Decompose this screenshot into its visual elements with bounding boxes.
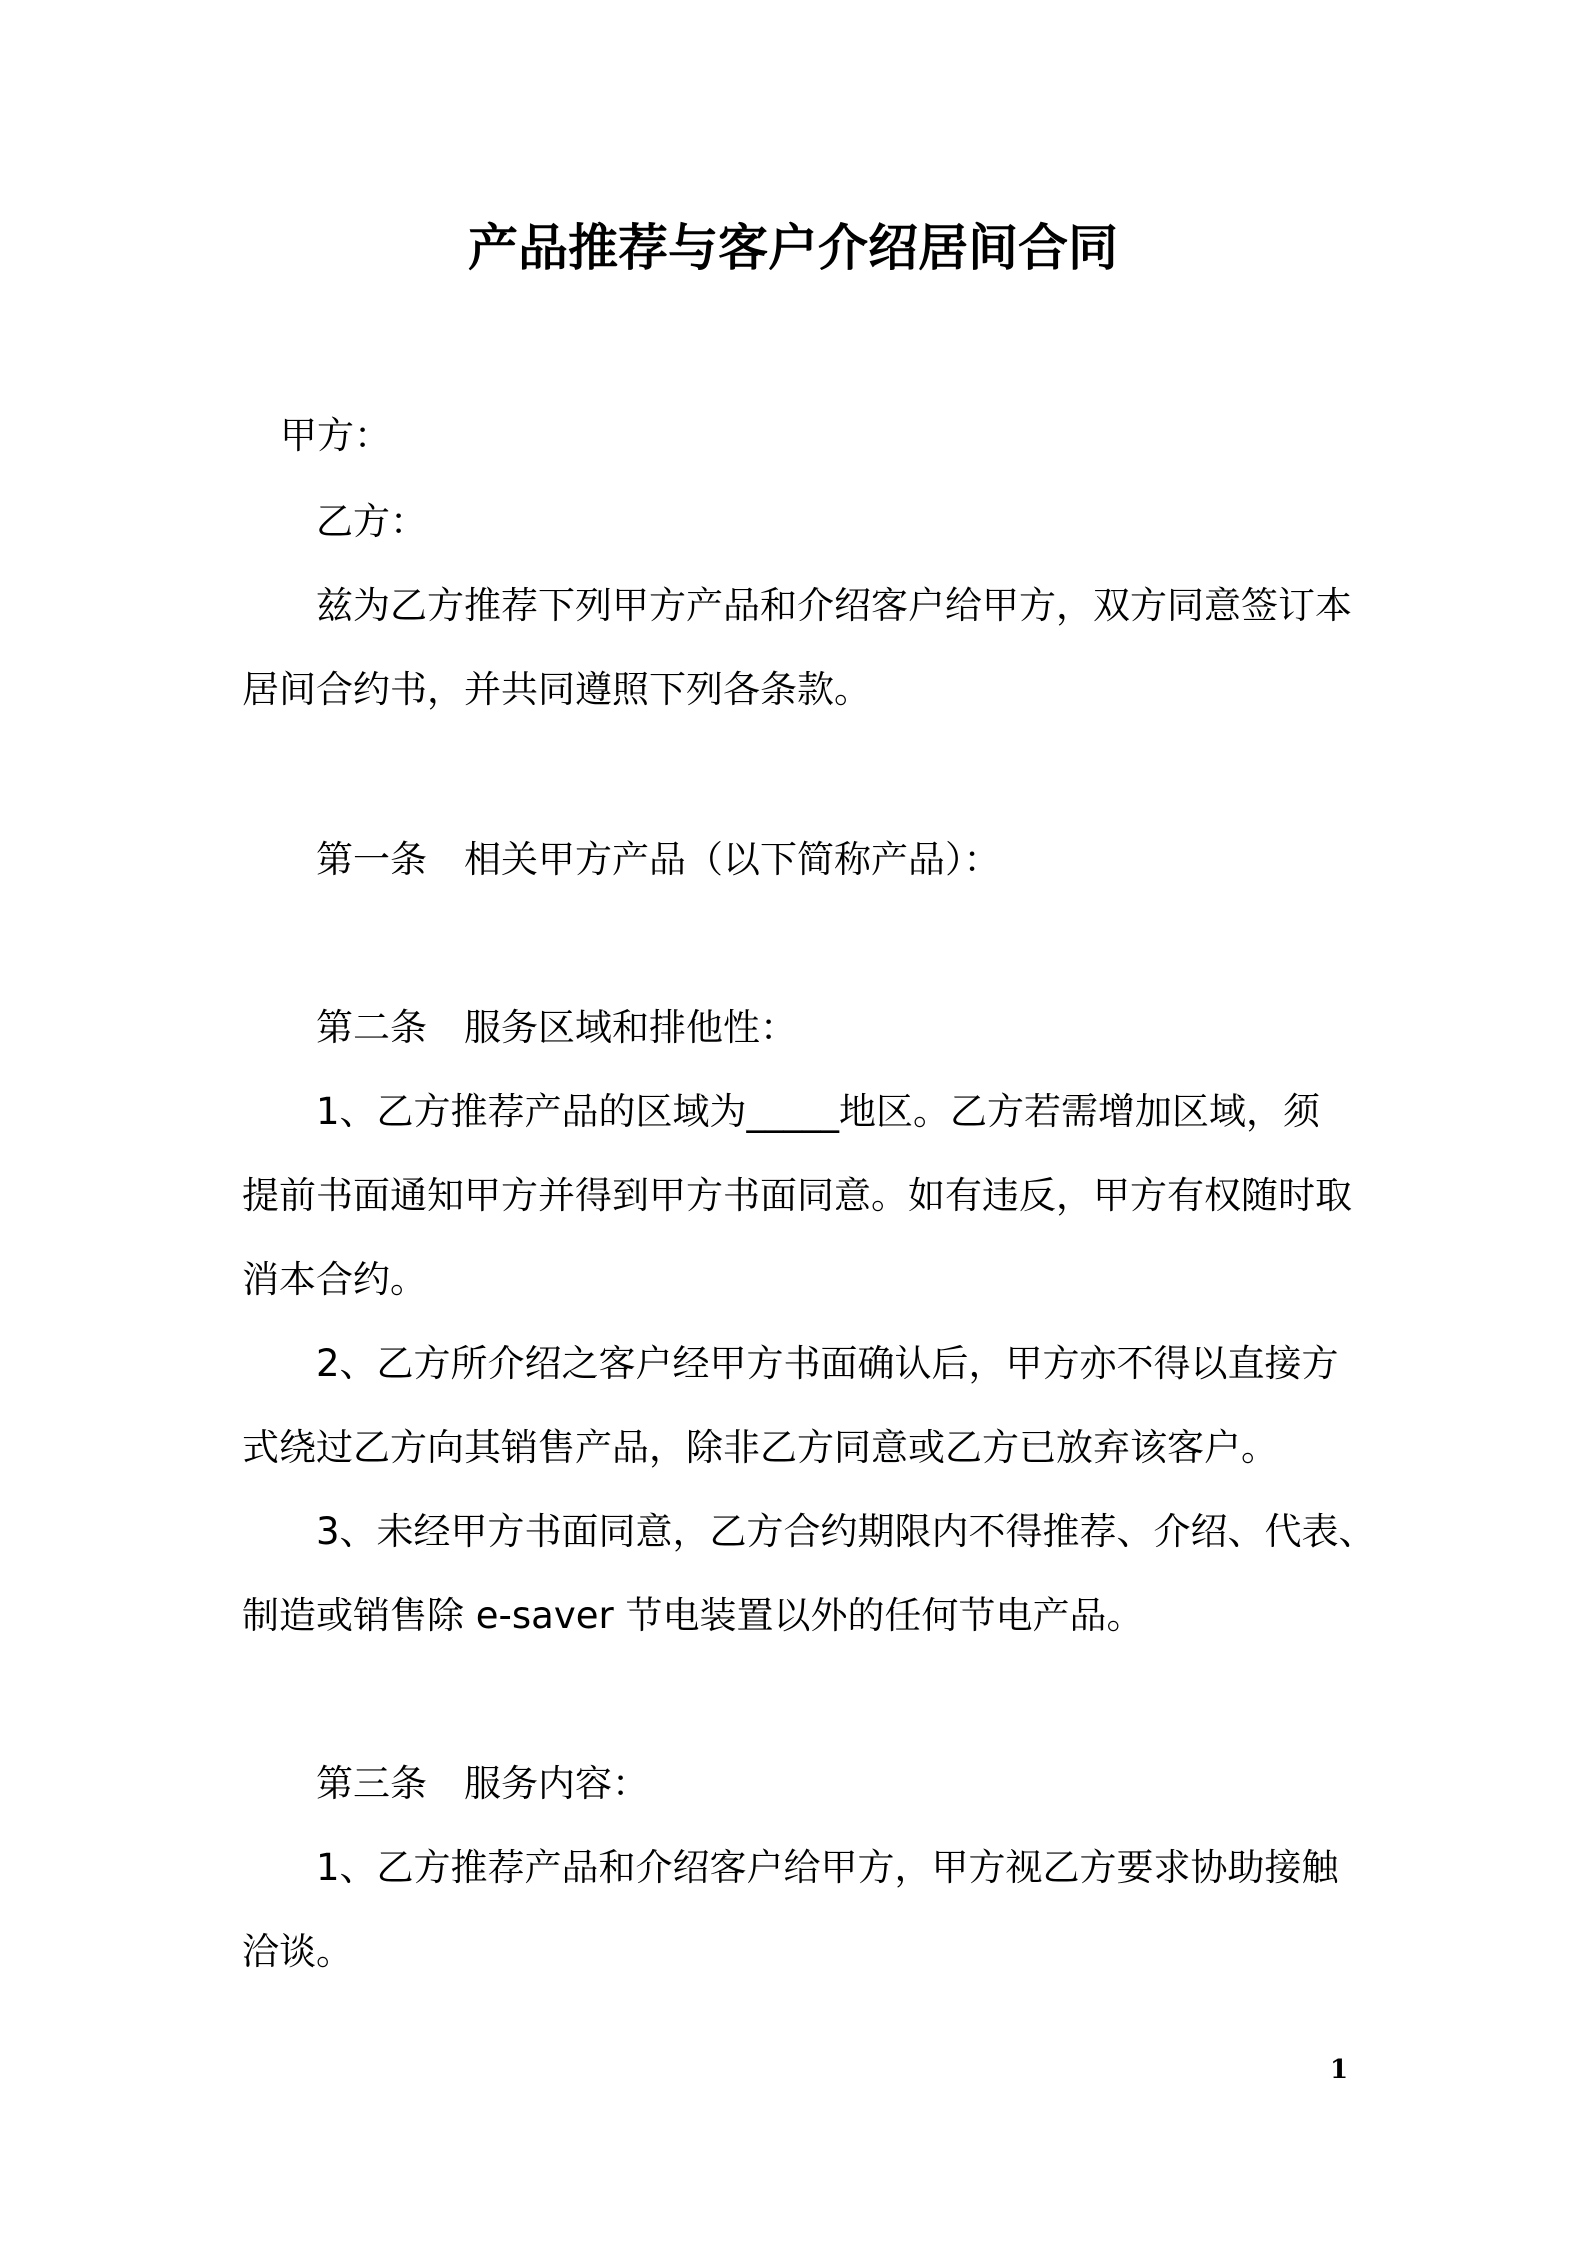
page-number: 1	[1330, 2055, 1349, 2085]
article-two-item-2-line-2: 式绕过乙方向其销售产品，除非乙方同意或乙方已放弃该客户。	[242, 1426, 1278, 1469]
article-one-heading: 第一条 相关甲方产品（以下简称产品）：	[316, 838, 1001, 881]
article-two-item-2-line-1: 2、乙方所介绍之客户经甲方书面确认后，甲方亦不得以直接方	[316, 1342, 1339, 1385]
article-two-item-1-line-3: 消本合约。	[242, 1258, 427, 1301]
article-three-item-1-line-2: 洽谈。	[242, 1930, 353, 1973]
article-three-item-1-line-1: 1、乙方推荐产品和介绍客户给甲方，甲方视乙方要求协助接触	[316, 1846, 1339, 1889]
article-three-heading: 第三条 服务内容：	[316, 1762, 649, 1805]
article-two-heading: 第二条 服务区域和排他性：	[316, 1006, 797, 1049]
preamble-line-2: 居间合约书，并共同遵照下列各条款。	[242, 668, 871, 711]
document-title: 产品推荐与客户介绍居间合同	[468, 219, 1118, 277]
party-a-line: 甲方：	[280, 414, 391, 457]
preamble-line-1: 兹为乙方推荐下列甲方产品和介绍客户给甲方，双方同意签订本	[316, 584, 1352, 627]
article-two-item-3-line-1: 3、未经甲方书面同意，乙方合约期限内不得推荐、介绍、代表、	[316, 1510, 1376, 1553]
article-two-item-1-line-2: 提前书面通知甲方并得到甲方书面同意。如有违反，甲方有权随时取	[242, 1174, 1352, 1217]
article-two-item-1-line-1: 1、乙方推荐产品的区域为_____地区。乙方若需增加区域，须	[316, 1090, 1321, 1133]
party-b-line: 乙方：	[316, 500, 427, 543]
article-two-item-3-line-2: 制造或销售除 e-saver 节电装置以外的任何节电产品。	[242, 1594, 1144, 1637]
